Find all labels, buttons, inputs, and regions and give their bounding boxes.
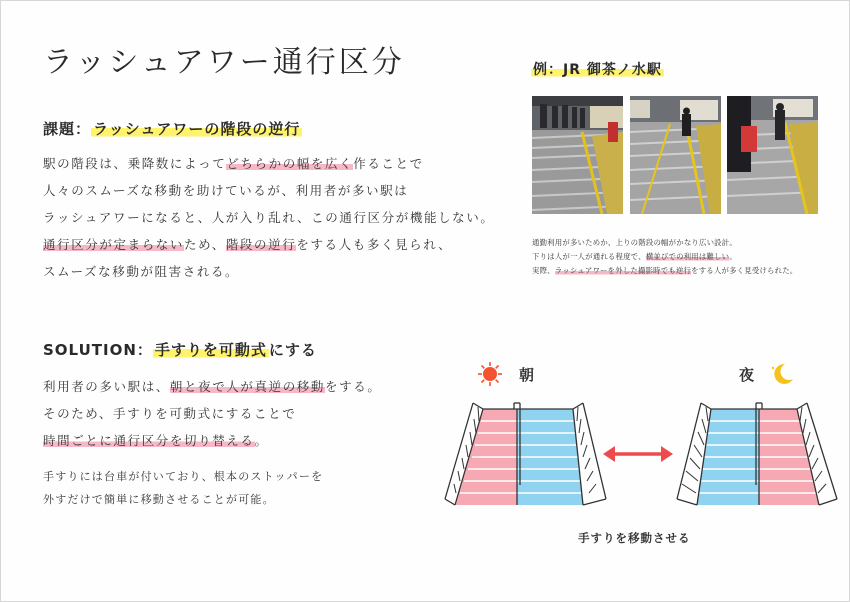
station-photo-2 — [630, 96, 721, 214]
example-note-2: 下りは人が一人が通れる程度で、横並びでの利用は難しい。 — [532, 252, 737, 261]
solution-line-1: 利用者の多い駅は、朝と夜で人が真逆の移動をする。 — [43, 379, 382, 394]
issue-line-2: 人々のスムーズな移動を助けているが、利用者が多い駅は — [43, 183, 409, 198]
morning-label: 朝 — [519, 366, 535, 384]
issue-line-3: ラッシュアワーになると、人が入り乱れ、この通行区分が機能しない。 — [43, 210, 495, 225]
solution-note-2: 外すだけで簡単に移動させることが可能。 — [43, 493, 275, 506]
moon-icon — [767, 361, 795, 391]
issue-line-5: スムーズな移動が阻害される。 — [43, 264, 240, 279]
issue-heading-highlight: ラッシュアワーの階段の逆行 — [93, 120, 301, 138]
page-title: ラッシュアワー通行区分 — [43, 45, 405, 80]
solution-note-1: 手すりには台車が付いており、根本のストッパーを — [43, 470, 324, 483]
night-label: 夜 — [739, 366, 755, 384]
issue-body — [43, 150, 494, 285]
issue-heading-prefix: 課題： — [43, 120, 92, 138]
issue-line-1: 駅の階段は、乗降数によってどちらかの幅を広く作ることで — [43, 156, 424, 171]
diagram-caption: 手すりを移動させる — [578, 531, 691, 545]
solution-heading-suffix: にする — [268, 341, 317, 359]
example-note-1: 通勤利用が多いためか、上りの階段の幅がかなり広い設計。 — [532, 238, 737, 247]
swap-arrow-icon — [603, 445, 673, 467]
issue-line-4: 通行区分が定まらないため、階段の逆行をする人も多く見られ、 — [43, 237, 453, 252]
staircase-night — [671, 399, 841, 513]
station-photo-1 — [532, 96, 623, 214]
example-notes — [532, 236, 797, 278]
solution-notes — [43, 465, 323, 511]
solution-body — [43, 373, 381, 454]
solution-line-2: そのため、手すりを可動式にすることで — [43, 406, 297, 421]
solution-heading-highlight: 手すりを可動式 — [154, 341, 267, 359]
solution-heading-prefix: SOLUTION： — [43, 341, 153, 359]
example-note-3: 実際、ラッシュアワーを外した撮影時でも逆行をする人が多く見受けられた。 — [532, 266, 798, 275]
staircase-morning — [441, 399, 611, 513]
solution-line-3: 時間ごとに通行区分を切り替える。 — [43, 433, 269, 448]
solution-heading — [43, 339, 317, 360]
example-heading: 例：JR 御茶ノ水駅 — [533, 62, 662, 78]
sun-icon — [477, 361, 503, 391]
station-photo-3 — [727, 96, 818, 214]
issue-heading — [43, 118, 302, 139]
